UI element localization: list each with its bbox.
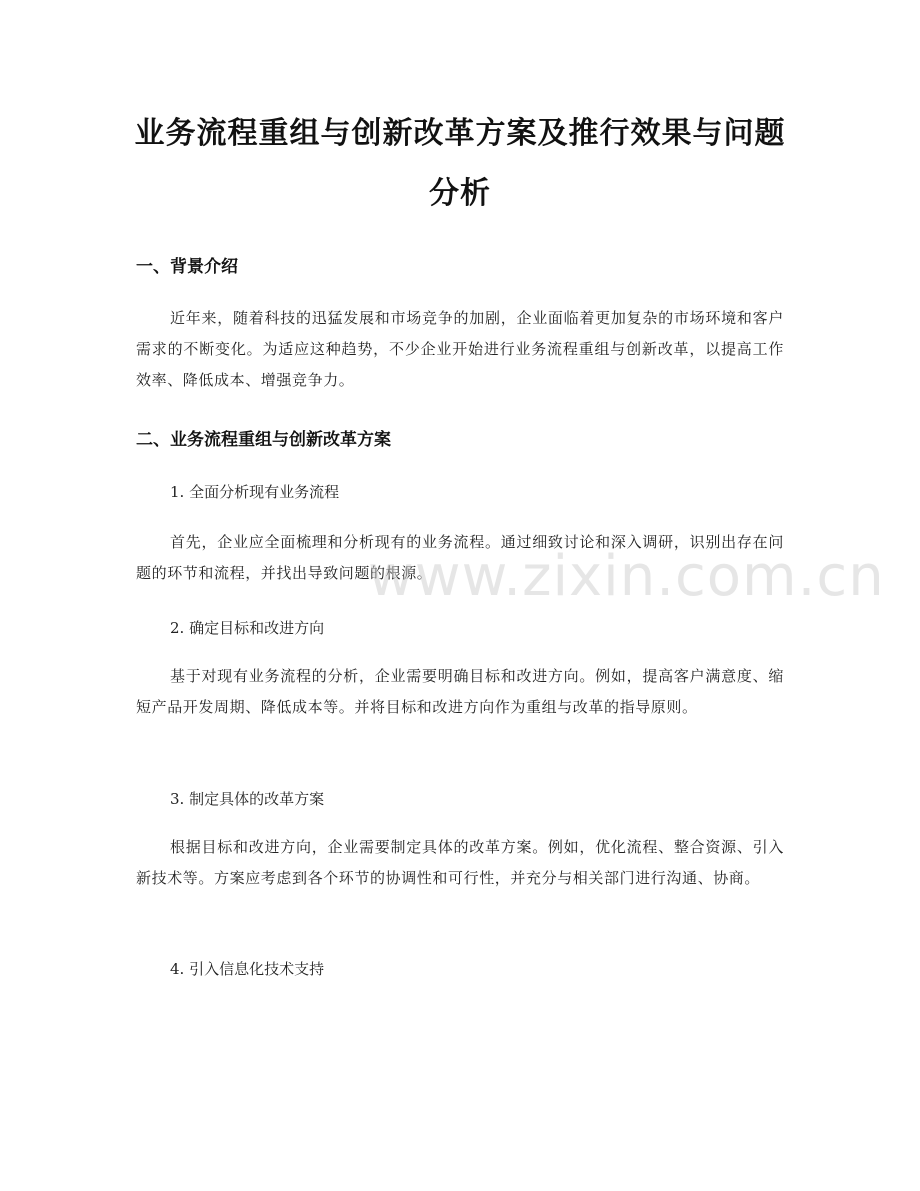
section-heading-background: 一、背景介绍 bbox=[136, 257, 238, 277]
subheading-analyze-process: 1. 全面分析现有业务流程 bbox=[170, 483, 340, 501]
watermark: www.zixin.com.cn bbox=[368, 544, 885, 609]
define-goals-paragraph: 基于对现有业务流程的分析，企业需要明确目标和改进方向。例如，提高客户满意度、缩短产品开发周期、降低成本等。并将目标和改进方向作为重组与改革的指导原则。 bbox=[136, 667, 784, 716]
reform-plan-paragraph: 根据目标和改进方向，企业需要制定具体的改革方案。例如，优化流程、整合资源、引入新技术等。方案应考虑到各个环节的协调性和可行性，并充分与相关部门进行沟通、协商。 bbox=[136, 838, 784, 887]
subheading-reform-plan: 3. 制定具体的改革方案 bbox=[170, 790, 325, 808]
analyze-process-paragraph: 首先，企业应全面梳理和分析现有的业务流程。通过细致讨论和深入调研，识别出存在问题的环节和流程，并找出导致问题的根源。 bbox=[136, 533, 784, 582]
subheading-define-goals: 2. 确定目标和改进方向 bbox=[170, 619, 325, 637]
background-paragraph: 近年来，随着科技的迅猛发展和市场竞争的加剧，企业面临着更加复杂的市场环境和客户需求的不断变化。为适应这种趋势，不少企业开始进行业务流程重组与创新改革，以提高工作效率、降低成本、增强竞争力。 bbox=[136, 309, 784, 389]
subheading-it-support: 4. 引入信息化技术支持 bbox=[170, 960, 325, 978]
section-heading-plan: 二、业务流程重组与创新改革方案 bbox=[136, 430, 391, 450]
document-title: 业务流程重组与创新改革方案及推行效果与问题分析 bbox=[134, 116, 786, 211]
